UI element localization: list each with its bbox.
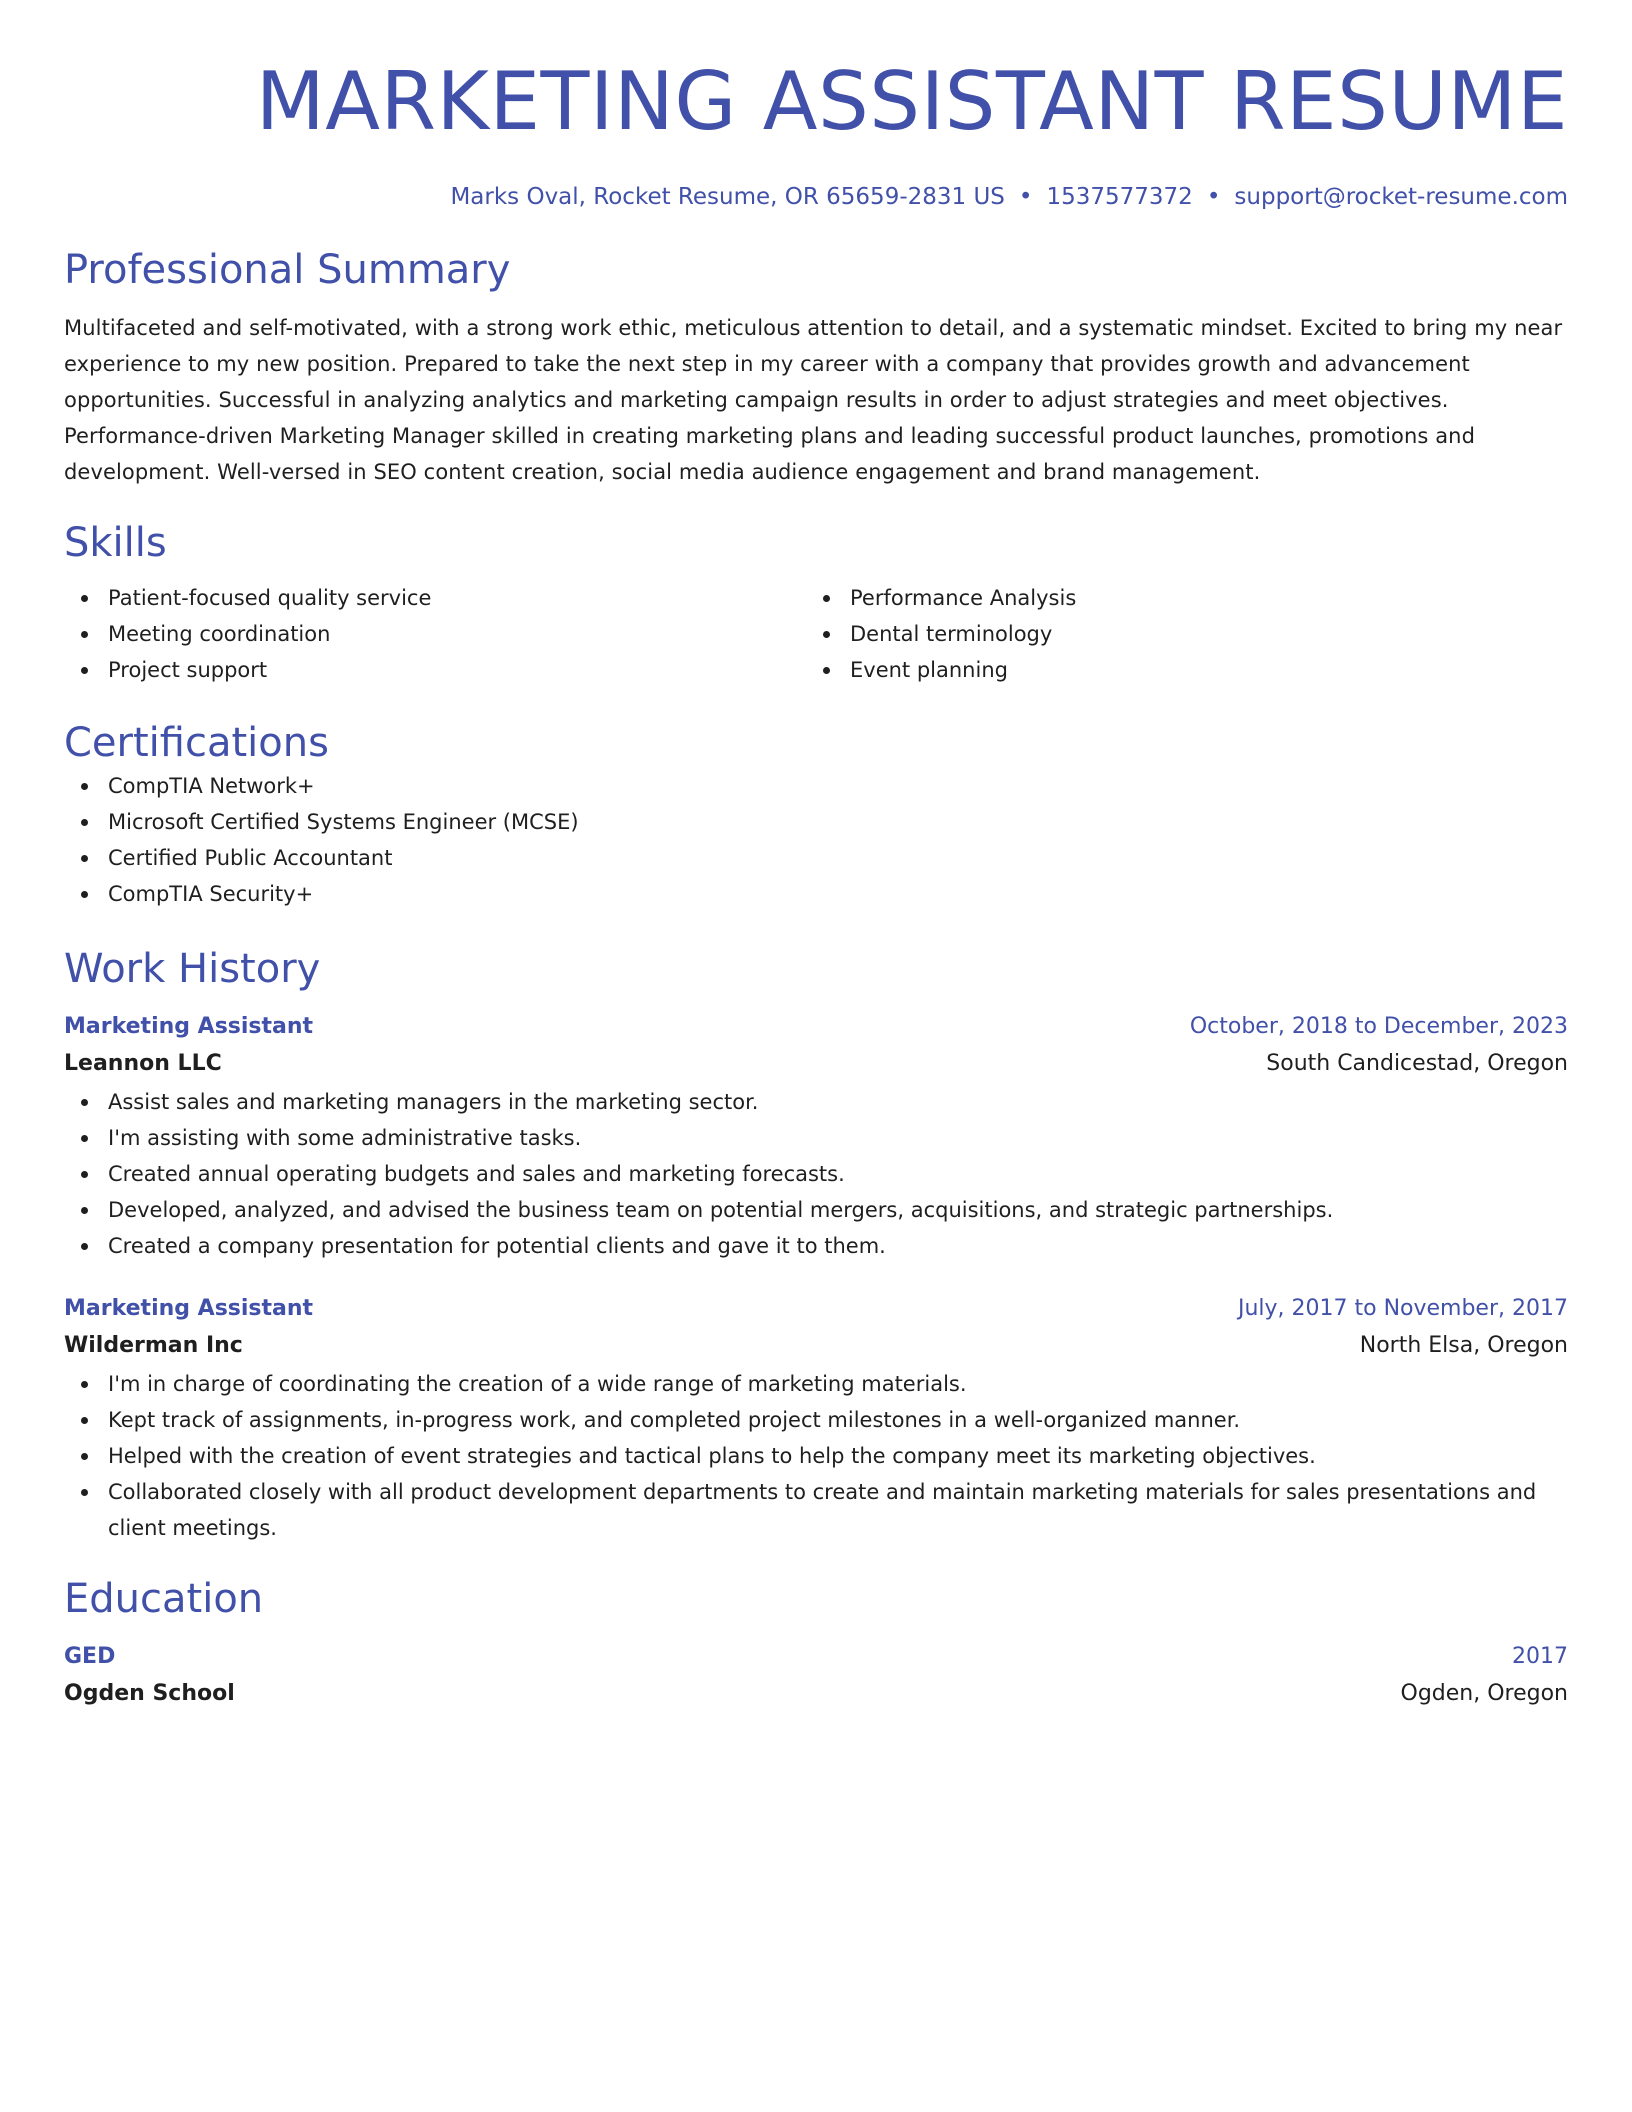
- job-entry: [64, 1010, 1568, 1264]
- job-duty: I'm in charge of coordinating the creation of a wide range of marketing materials.: [64, 1366, 1568, 1402]
- education-degree: GED: [64, 1644, 116, 1669]
- contact-email: support@rocket-resume.com: [1234, 184, 1568, 210]
- education-school: Ogden School: [64, 1681, 235, 1706]
- job-duty: Assist sales and marketing managers in the marketing sector.: [64, 1084, 1568, 1120]
- job-duties-list: [64, 1084, 1568, 1264]
- skill-item: Dental terminology: [806, 616, 1548, 652]
- job-location: South Candicestad, Oregon: [1266, 1051, 1568, 1076]
- job-dates: July, 2017 to November, 2017: [1237, 1296, 1568, 1321]
- certifications-list: [64, 768, 1568, 912]
- job-dates: October, 2018 to December, 2023: [1189, 1014, 1568, 1039]
- education-entry: [64, 1640, 1568, 1714]
- education-header-row: [64, 1640, 1568, 1674]
- summary-text: Multifaceted and self-motivated, with a strong work ethic, meticulous attention to detail, and a systematic mindset. Excited to bring my near experience to my new position. Prepared to take the next step in my career with a company that provides growth and advancement opportunities. Successful in analyzing analytics and marketing campaign results in order to adjust strategies and meet objectives. Performance-driven Marketing Manager skilled in creating marketing plans and leading successful product launches, promotions and development. Well-versed in SEO content creation, social media audience engagement and brand management.: [64, 316, 1563, 484]
- job-duties-list: [64, 1366, 1568, 1546]
- contact-line: [64, 182, 1568, 212]
- education-school-row: [64, 1674, 1568, 1714]
- skills-heading: Skills: [64, 520, 167, 566]
- job-company-row: [64, 1044, 1568, 1084]
- job-duty: I'm assisting with some administrative tasks.: [64, 1120, 1568, 1156]
- skills-list-left: [64, 580, 806, 688]
- job-duty: Kept track of assignments, in-progress work, and completed project milestones in a well-organized manner.: [64, 1402, 1568, 1438]
- contact-phone: 1537577372: [1046, 184, 1193, 210]
- skill-item: Patient-focused quality service: [64, 580, 806, 616]
- job-role: Marketing Assistant: [64, 1296, 314, 1321]
- job-duty: Created a company presentation for potential clients and gave it to them.: [64, 1228, 1568, 1264]
- education-location: Ogden, Oregon: [1400, 1681, 1568, 1706]
- skills-grid: [64, 580, 1568, 688]
- job-company: Leannon LLC: [64, 1051, 222, 1076]
- education-heading: Education: [64, 1576, 264, 1622]
- job-header-row: [64, 1010, 1568, 1044]
- skills-list-right: [806, 580, 1548, 688]
- certification-item: Microsoft Certified Systems Engineer (MCSE): [64, 804, 1568, 840]
- resume-title: MARKETING ASSISTANT RESUME: [255, 55, 1568, 148]
- job-header-row: [64, 1292, 1568, 1326]
- job-duty: Helped with the creation of event strategies and tactical plans to help the company meet its marketing objectives.: [64, 1438, 1568, 1474]
- job-duty: Collaborated closely with all product development departments to create and maintain marketing materials for sales presentations and client meetings.: [64, 1474, 1568, 1546]
- job-location: North Elsa, Oregon: [1359, 1333, 1568, 1358]
- certification-item: CompTIA Network+: [64, 768, 1568, 804]
- work-history-heading: Work History: [64, 946, 321, 992]
- resume-page: [64, 0, 1568, 1714]
- job-duty: Developed, analyzed, and advised the business team on potential mergers, acquisitions, and strategic partnerships.: [64, 1192, 1568, 1228]
- skill-item: Project support: [64, 652, 806, 688]
- job-role: Marketing Assistant: [64, 1014, 314, 1039]
- job-company-row: [64, 1326, 1568, 1366]
- skill-item: Performance Analysis: [806, 580, 1548, 616]
- job-entry: [64, 1292, 1568, 1546]
- skill-item: Event planning: [806, 652, 1548, 688]
- job-duty: Created annual operating budgets and sales and marketing forecasts.: [64, 1156, 1568, 1192]
- certification-item: Certified Public Accountant: [64, 840, 1568, 876]
- contact-address: Marks Oval, Rocket Resume, OR 65659-2831 US: [450, 184, 1005, 210]
- education-year: 2017: [1512, 1644, 1568, 1669]
- contact-separator: •: [1018, 184, 1033, 210]
- certification-item: CompTIA Security+: [64, 876, 1568, 912]
- summary-heading: Professional Summary: [64, 247, 511, 293]
- contact-separator: •: [1206, 184, 1221, 210]
- certifications-heading: Certifications: [64, 720, 329, 766]
- skill-item: Meeting coordination: [64, 616, 806, 652]
- job-company: Wilderman Inc: [64, 1333, 243, 1358]
